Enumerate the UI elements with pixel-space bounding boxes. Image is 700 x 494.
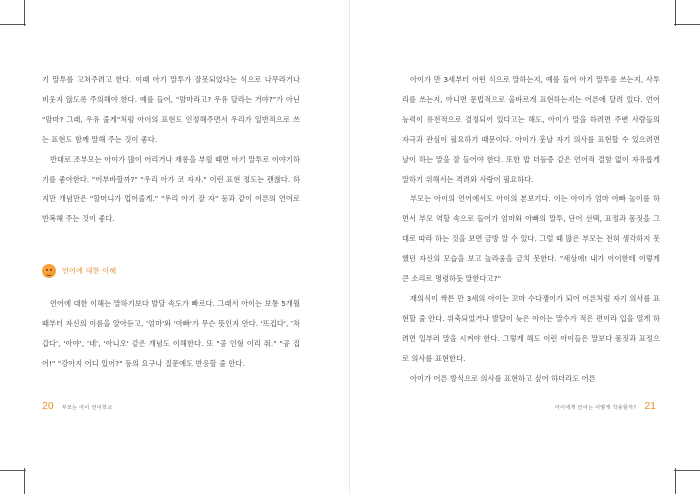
- crop-mark: [0, 470, 26, 471]
- body-paragraph: 재의식이 싹튼 만 3세의 아이는 꼬마 수다쟁이가 되어 어른처럼 자기 의사를 표현할 줄 안다. 위축되었거나 발달이 늦은 아이는 말수가 적은 편이라 입을 열게 하려면 일부러 말을 시켜야 한다. 그렇게 해도 이런 아이들은 말보다 몸짓과 표정으로 의사를 표현한다.: [402, 293, 660, 363]
- body-paragraph: 반대로 조부모는 아이가 많이 어리거나 재롱을 부릴 때면 아기 말투로 이야기하기를 좋아한다. "어부바할까?" "우리 아가 코 자자." 이런 표현 정도는 괜찮다. 하지만 개념만은 "할머니가 업어줄게." "우리 아기 잘 자" 등과 같이 어른의 언어로 반복해 주는 것이 좋다.: [42, 154, 300, 224]
- page-number: 20: [42, 400, 54, 412]
- right-footer: [555, 400, 656, 412]
- body-paragraph: 아이가 어른 방식으로 의사를 표현하고 싶어 하더라도 어른: [410, 373, 596, 383]
- crop-mark: [674, 24, 700, 25]
- left-footer: [42, 400, 112, 412]
- running-head: 부모는 아이 언어학교: [61, 405, 113, 411]
- crop-mark: [675, 0, 676, 26]
- left-page: [42, 70, 300, 229]
- right-page: [402, 70, 660, 389]
- page-number: 21: [644, 400, 656, 412]
- gutter-line: [349, 0, 350, 494]
- crop-mark: [0, 24, 26, 25]
- crop-mark: [24, 0, 25, 26]
- crop-mark: [674, 470, 700, 471]
- body-paragraph: 아이가 만 3세부터 어떤 식으로 말하는지, 예를 들어 아기 말투를 쓰는지, 사투리를 쓰는지, 아니면 문법적으로 올바르게 표현하는지는 어른에 달려 있다. 언어 능력이 유전적으로 결정되어 있다고는 해도, 아이가 말을 하려면 주변 사람들의 자극과 관심이 필요하기 때문이다. 아이가 훗날 자기 의사를 표현할 수 있으려면 날이 하는 말을 잘 들어야 한다. 또한 밥 더듬증 같은 언어적 결함 없이 자유롭게 말하기 위해서는 격려와 사랑이 필요하다.: [402, 75, 660, 184]
- section-heading: [42, 264, 116, 278]
- left-page-lower: [42, 294, 300, 374]
- child-face-icon: [42, 264, 56, 278]
- crop-mark: [675, 468, 676, 494]
- running-head: 아이에게 언어는 어떻게 작용할까?: [554, 405, 637, 411]
- body-paragraph: 부모는 아이의 언어에서도 아이의 본보기다. 이는 아이가 엄마 아빠 놀이를 하면서 부모 역할 속으로 들어가 엄마와 아빠의 말투, 단어 선택, 표정과 몸짓을 그대로 따라 하는 것을 보면 금방 알 수 있다. 그럴 때 많은 부모는 전혀 생각하지 못했던 자신의 모습을 보고 놀라움을 금치 못한다. "세상에! 내가 아이한테 이렇게 큰 소리로 명령하듯 말한다고?": [402, 194, 660, 284]
- body-paragraph: 기 말투를 고쳐주려고 한다. 이때 아기 말투가 잘못되었다는 식으로 나무라거나 비웃지 않도록 주의해야 한다. 예를 들어, "맘마라고? 우유 달라는 거야?"가 아닌 "맘마? 그래, 우유 줄게"처럼 아이의 표현도 인정해주면서 우리가 일반적으로 쓰는 표현도 함께 말해 주는 것이 좋다.: [42, 75, 300, 144]
- body-paragraph: 언어에 대한 이해는 말하기보다 발달 속도가 빠르다. 그래서 아이는 보통 5개월때부터 자신의 이름을 알아듣고, '엄마'와 '아빠'가 무슨 뜻인지 안다. '뜨겁다', '차갑다', '아야', '네', '아니오' 같은 개념도 이해한다. 또 "공 인형 이리 줘." "공 집어!" "강아지 어디 있어?" 등의 요구나 질문에도 반응할 줄 안다.: [42, 299, 300, 368]
- crop-mark: [24, 468, 25, 494]
- section-title: 언어에 대한 이해: [62, 267, 117, 275]
